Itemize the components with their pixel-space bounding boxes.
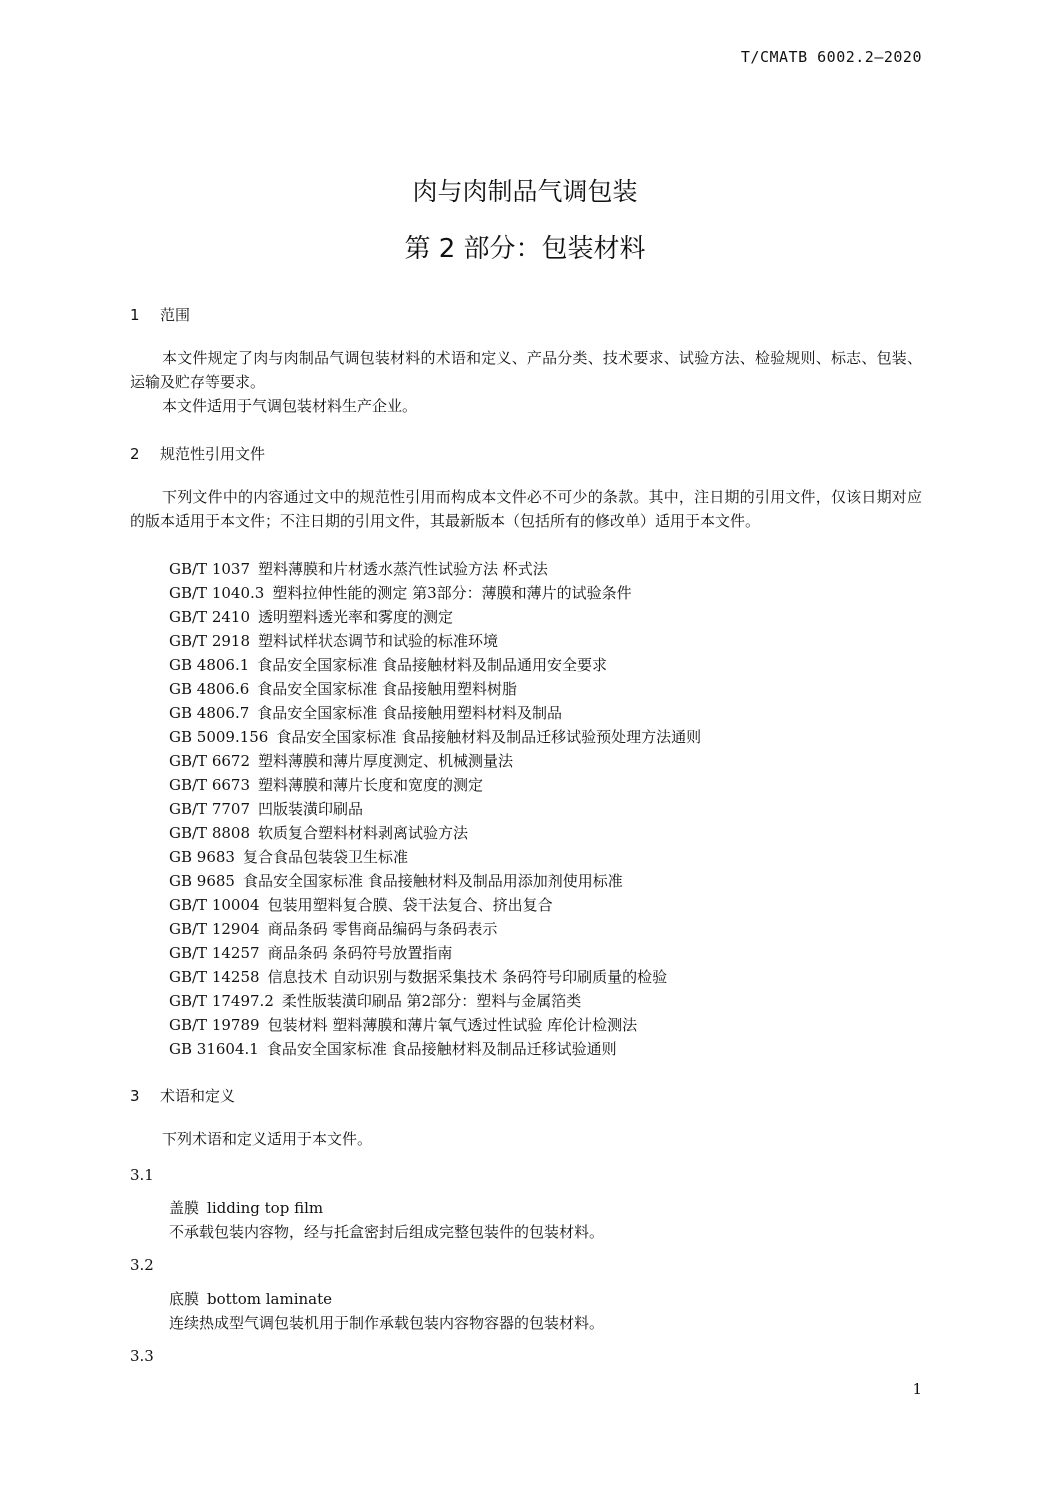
scope-text	[130, 346, 922, 418]
terms-intro	[130, 1127, 922, 1151]
ref-code: GB/T 1037	[169, 560, 251, 578]
list-item	[169, 989, 701, 1013]
section-title: 术语和定义	[160, 1087, 236, 1105]
ref-code: GB/T 14257	[169, 944, 260, 962]
list-item	[169, 677, 701, 701]
ref-title: 塑料试样状态调节和试验的标准环境	[258, 632, 499, 650]
ref-code: GB 9685	[169, 872, 235, 890]
ref-title: 商品条码 条码符号放置指南	[267, 944, 453, 962]
section-number: 1	[130, 306, 140, 324]
section-heading-2	[130, 443, 265, 464]
ref-code: GB/T 2410	[169, 608, 251, 626]
list-item	[169, 749, 701, 773]
term-en: bottom laminate	[207, 1290, 332, 1308]
term-heading	[169, 1288, 332, 1309]
ref-code: GB 31604.1	[169, 1040, 259, 1058]
ref-title: 食品安全国家标准 食品接触用塑料材料及制品	[257, 704, 563, 722]
list-item	[169, 869, 701, 893]
ref-code: GB/T 6672	[169, 752, 251, 770]
term-definition: 连续热成型气调包装机用于制作承载包装内容物容器的包装材料。	[169, 1314, 605, 1332]
term-number: 3.3	[130, 1347, 154, 1365]
list-item	[169, 701, 701, 725]
list-item	[169, 581, 701, 605]
ref-title: 凹版装潢印刷品	[258, 800, 364, 818]
term-definition: 不承载包装内容物，经与托盒密封后组成完整包装件的包装材料。	[169, 1223, 605, 1241]
ref-code: GB 5009.156	[169, 728, 269, 746]
list-item	[169, 821, 701, 845]
ref-title: 食品安全国家标准 食品接触材料及制品通用安全要求	[257, 656, 608, 674]
ref-code: GB/T 1040.3	[169, 584, 265, 602]
ref-title: 软质复合塑料材料剥离试验方法	[258, 824, 469, 842]
ref-title: 包装材料 塑料薄膜和薄片氧气透过性试验 库伦计检测法	[267, 1016, 638, 1034]
term-heading	[169, 1197, 323, 1218]
paragraph: 本文件规定了肉与肉制品气调包装材料的术语和定义、产品分类、技术要求、试验方法、检验规则、标志、包装、运输及贮存等要求。	[130, 349, 922, 391]
list-item	[169, 917, 701, 941]
ref-title: 食品安全国家标准 食品接触材料及制品用添加剂使用标准	[242, 872, 623, 890]
list-item	[169, 845, 701, 869]
document-title: 肉与肉制品气调包装	[412, 177, 638, 206]
page-number: 1	[912, 1380, 922, 1398]
ref-title: 透明塑料透光率和雾度的测定	[258, 608, 454, 626]
ref-code: GB/T 6673	[169, 776, 251, 794]
ref-code: GB/T 8808	[169, 824, 251, 842]
list-item	[169, 653, 701, 677]
term-number: 3.2	[130, 1256, 154, 1274]
paragraph: 下列文件中的内容通过文中的规范性引用而构成本文件必不可少的条款。其中，注日期的引用文件，仅该日期对应的版本适用于本文件；不注日期的引用文件，其最新版本（包括所有的修改单）适用于本文件。	[130, 488, 922, 530]
list-item	[169, 629, 701, 653]
ref-title: 塑料薄膜和薄片厚度测定、机械测量法	[258, 752, 514, 770]
list-item	[169, 797, 701, 821]
list-item	[169, 557, 701, 581]
document-code: T/CMATB 6002.2—2020	[740, 48, 922, 66]
ref-code: GB/T 2918	[169, 632, 251, 650]
reference-list	[169, 557, 701, 1061]
list-item	[169, 1037, 701, 1061]
term-zh: 盖膜	[169, 1199, 200, 1217]
ref-code: GB 4806.6	[169, 680, 250, 698]
ref-code: GB/T 12904	[169, 920, 260, 938]
ref-title: 塑料薄膜和片材透水蒸汽性试验方法 杯式法	[258, 560, 548, 578]
ref-title: 食品安全国家标准 食品接触材料及制品迁移试验通则	[266, 1040, 617, 1058]
list-item	[169, 725, 701, 749]
term-zh: 底膜	[169, 1290, 200, 1308]
paragraph: 下列术语和定义适用于本文件。	[162, 1130, 373, 1148]
ref-title: 复合食品包装袋卫生标准	[242, 848, 408, 866]
section-title: 规范性引用文件	[160, 445, 266, 463]
ref-code: GB 4806.7	[169, 704, 250, 722]
section-heading-1	[130, 304, 190, 325]
ref-code: GB 9683	[169, 848, 235, 866]
ref-title: 食品安全国家标准 食品接触材料及制品迁移试验预处理方法通则	[276, 728, 702, 746]
ref-title: 包装用塑料复合膜、袋干法复合、挤出复合	[267, 896, 553, 914]
list-item	[169, 773, 701, 797]
ref-title: 商品条码 零售商品编码与条码表示	[267, 920, 498, 938]
ref-title: 信息技术 自动识别与数据采集技术 条码符号印刷质量的检验	[267, 968, 668, 986]
list-item	[169, 893, 701, 917]
ref-title: 塑料拉伸性能的测定 第3部分：薄膜和薄片的试验条件	[272, 584, 632, 602]
normative-intro	[130, 485, 922, 533]
ref-title: 塑料薄膜和薄片长度和宽度的测定	[258, 776, 484, 794]
list-item	[169, 605, 701, 629]
section-title: 范围	[160, 306, 191, 324]
list-item	[169, 941, 701, 965]
ref-code: GB/T 14258	[169, 968, 260, 986]
section-number: 2	[130, 445, 140, 463]
ref-code: GB/T 10004	[169, 896, 260, 914]
document-subtitle: 第 2 部分：包装材料	[404, 234, 646, 264]
paragraph: 本文件适用于气调包装材料生产企业。	[162, 397, 418, 415]
ref-code: GB/T 7707	[169, 800, 251, 818]
section-number: 3	[130, 1087, 140, 1105]
ref-title: 柔性版装潢印刷品 第2部分：塑料与金属箔类	[281, 992, 582, 1010]
term-en: lidding top film	[207, 1199, 324, 1217]
ref-code: GB 4806.1	[169, 656, 250, 674]
list-item	[169, 965, 701, 989]
ref-code: GB/T 19789	[169, 1016, 260, 1034]
ref-title: 食品安全国家标准 食品接触用塑料树脂	[257, 680, 518, 698]
term-number: 3.1	[130, 1166, 154, 1184]
ref-code: GB/T 17497.2	[169, 992, 274, 1010]
section-heading-3	[130, 1085, 235, 1106]
list-item	[169, 1013, 701, 1037]
